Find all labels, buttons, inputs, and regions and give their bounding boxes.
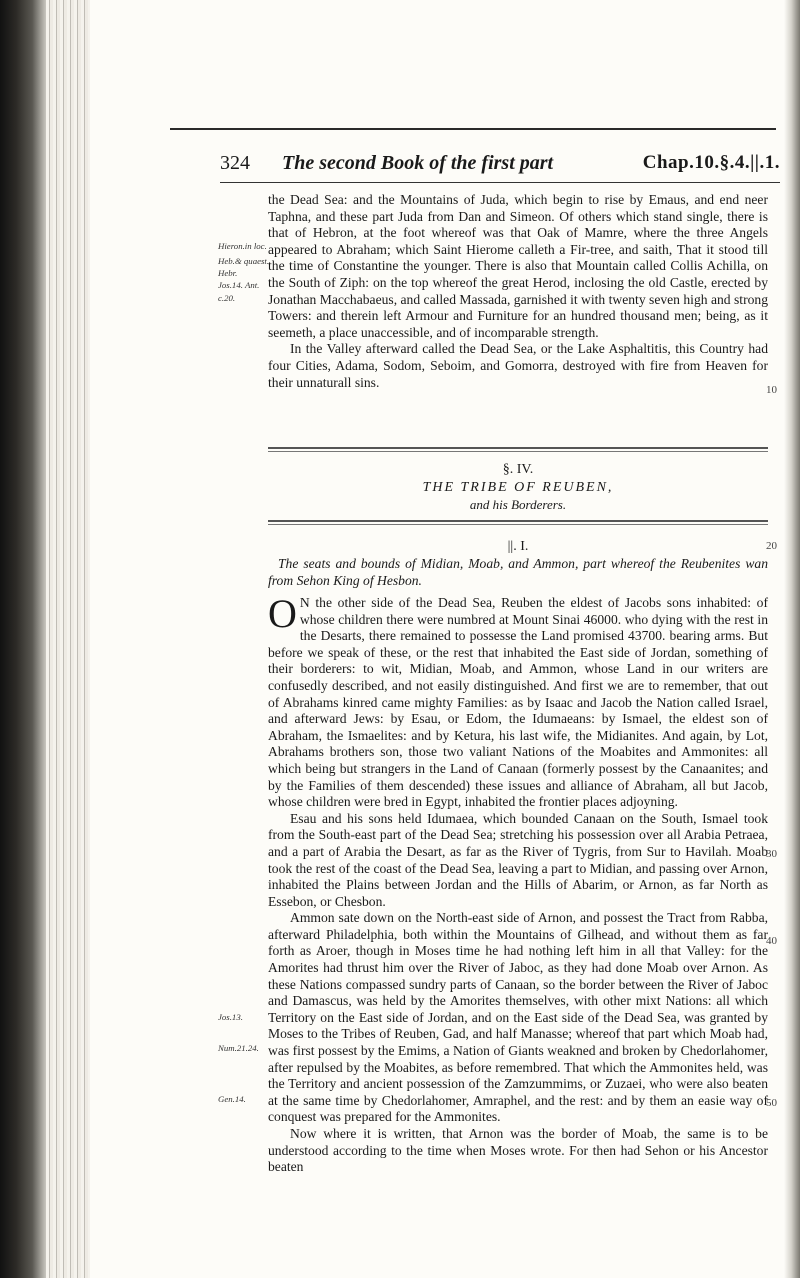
page-header (220, 152, 780, 180)
paragraph: the Dead Sea: and the Mountains of Juda, which begin to rise by Emaus, and end neer Taphna, and these part Juda from Dan and Simeon. Of others which stand single, there is that of Hebron, at the foot whereof was that Oak of Mamre, where the three Angels appeared to Abraham; which Saint Hierome calleth a Fir-tree, and saith, That it stood till the time of Constantine the younger. There is also that Mountain called Collis Achilla, on the South of Ziph: on the top whereof the great Herod, inclosing the old Castle, erected by Jonathan Macchabaeus, and called Massada, garnished it with twenty seven high and strong Towers: and therein left Armour and Furniture for an hundred thousand men; being, as it seemeth, a place unaccessible, and of incomparable strength. (268, 192, 768, 340)
margin-note: Gen.14. (218, 1094, 246, 1104)
section-rule (268, 447, 768, 449)
line-number: 20 (766, 540, 777, 552)
paragraph: O N the other side of the Dead Sea, Reuben the eldest of Jacobs sons inhabited: of whose children there were numbred at Mount Sinai 46000. who dying with the rest in the Desarts, there remained to possesse the Land promised 43700. bearing arms. But before we speak of these, or the rest that inhabited the East side of Jordan, something of their borderers: to wit, Midian, Moab, and Ammon, whose Land in our writers are confusedly described, and not easily distinguished. And first we are to remember, that out of Abrahams kinred came mighty Families: as by Isaac and Jacob the Nation called Israel, and afterward Jews: by Esau, or Edom, the Idumaeans: by Ismael, the eldest son of Abraham, the Ismaelites: and by Ketura, his last wife, the Midianites. And again, by Lot, Abrahams brothers son, those two valiant Nations of the Moabites and Ammonites: all which being but strangers in the Land of Canaan (formerly possest by the Canaanites; and by the Families of them descended) these issues and alliance of Abraham, all but Jacob, whose children were bred in Egypt, inhabited the frontier places adjoyning. (268, 591, 768, 810)
section-subtitle: and his Borderers. (469, 497, 567, 512)
margin-note: Jos.14. Ant. (218, 280, 260, 290)
line-number: 50 (766, 1097, 777, 1109)
page-number: 324 (220, 152, 250, 174)
section-rule (268, 451, 768, 452)
section-rule (268, 524, 768, 525)
paragraph: Esau and his sons held Idumaea, which bounded Canaan on the South, Ismael took from the South-east part of the Dead Sea; stretching his possession over all Arabia Petraea, and a part of Arabia the Desart, as far as the River of Tygris, from Sur to Havilah. Moab took the rest of the coast of the Dead Sea, leaving a part to Midian, and passing over Arnon, inhabited the Plains between Jordan and the Hills of Abarim, or Arnon, as far North as Essebon, or Chesbon. (268, 810, 768, 909)
margin-note: Num.21.24. (218, 1043, 259, 1053)
header-rule (220, 182, 780, 183)
chapter-reference: Chap.10.§.4.||.1. (642, 152, 780, 173)
drop-cap: O (268, 591, 297, 636)
margin-note: Hieron.in loc. (218, 241, 267, 251)
margin-note: Jos.13. (218, 1012, 243, 1022)
margin-note: c.20. (218, 293, 236, 303)
text-block-main (268, 591, 768, 1176)
running-title: The second Book of the first part (282, 152, 554, 174)
line-number: 10 (766, 384, 777, 396)
text-block-top (268, 192, 768, 391)
paragraph: Ammon sate down on the North-east side of Arnon, and possest the Tract from Rabba, afterward Philadelphia, both within the Mountains of Gilhead, and without them as far forth as Aroer, though in Moses time he had nothing left him in all that Valley: for the Amorites had thrust him over the River of Jaboc, as they had done Moab over Arnon. As these Nations compassed sundry parts of Canaan, so the border between the River of Jaboc and Damascus, was held by the Amorites themselves, with other mixt Nations: all which Territory on the East side of Jordan, and on the East side of the Dead Sea, was granted by Moses to the Tribes of Reuben, Gad, and half Manasse; whereof that part which Moab had, was first possest by the Emims, a Nation of Giants weakned and broken by Chedorlahomer, after repulsed by the Moabites, as before remembred. That which the Ammonites held, was the Territory and ancient possession of the Zamzummims, or Zuzaei, who were also beaten at the same time by Chedorlahomer, Amraphel, and the rest: and by them an easie way of conquest was prepared for the Ammonites. (268, 910, 768, 1125)
section-number: §. IV. (502, 462, 534, 477)
page-gutter (46, 0, 90, 1278)
line-number: 40 (766, 935, 777, 947)
page-edge (784, 0, 800, 1278)
book-binding-shadow (0, 0, 46, 1278)
paragraph: Now where it is written, that Arnon was the border of Moab, the same is to be understood according to the time when Moses wrote. For then had Sehon or his Ancestor beaten (268, 1126, 768, 1175)
margin-note: Heb.& quaest. (218, 256, 270, 266)
section-rule (268, 520, 768, 522)
subsection-summary: The seats and bounds of Midian, Moab, and Ammon, part whereof the Reubenites wan from Sehon King of Hesbon. (268, 556, 768, 588)
line-number: 30 (766, 848, 777, 860)
top-border-rule (170, 128, 776, 130)
margin-note: Hebr. (218, 268, 238, 278)
subsection-number: ||. I. (507, 539, 529, 554)
paragraph: In the Valley afterward called the Dead Sea, or the Lake Asphaltitis, this Country had four Cities, Adama, Sodom, Seboim, and Gomorra, destroyed with fire from Heaven for their unnaturall sins. (268, 341, 768, 390)
section-title: THE TRIBE OF REUBEN, (422, 480, 614, 495)
